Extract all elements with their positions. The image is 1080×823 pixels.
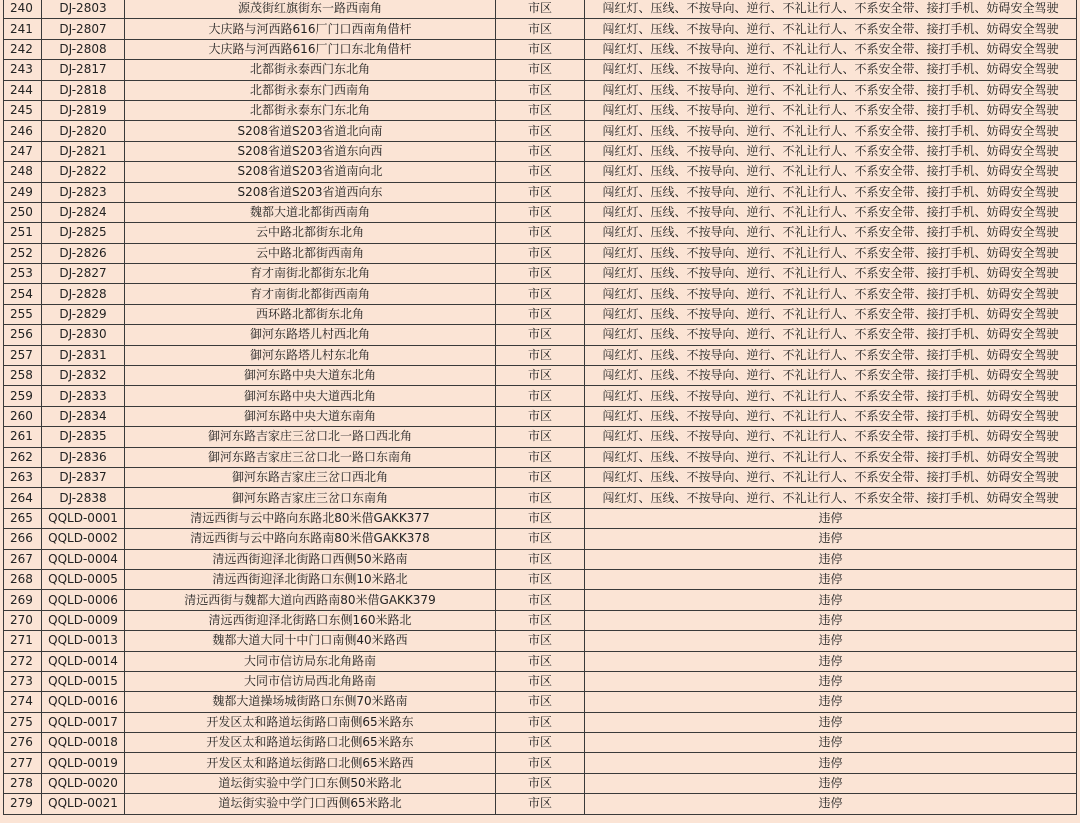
area-cell: 市区	[496, 325, 585, 345]
location-cell: S208省道S203省道西向东	[125, 182, 496, 202]
violation-types-cell: 闯红灯、压线、不按导向、逆行、不礼让行人、不系安全带、接打手机、妨碍安全驾驶	[585, 243, 1077, 263]
location-cell: 清远西街与云中路向东路北80米借GAKK377	[125, 508, 496, 528]
table-row	[4, 0, 1077, 19]
row-number-cell: 275	[4, 712, 42, 732]
area-cell: 市区	[496, 366, 585, 386]
area-cell: 市区	[496, 549, 585, 569]
violation-types-cell: 闯红灯、压线、不按导向、逆行、不礼让行人、不系安全带、接打手机、妨碍安全驾驶	[585, 202, 1077, 222]
location-cell: 清远西街迎泽北街路口西侧50米路南	[125, 549, 496, 569]
location-cell: 云中路北都街西南角	[125, 243, 496, 263]
row-number-cell: 267	[4, 549, 42, 569]
area-cell: 市区	[496, 264, 585, 284]
device-code-cell: QQLD-0019	[42, 753, 125, 773]
row-number-cell: 264	[4, 488, 42, 508]
violation-types-cell: 闯红灯、压线、不按导向、逆行、不礼让行人、不系安全带、接打手机、妨碍安全驾驶	[585, 467, 1077, 487]
device-code-cell: QQLD-0001	[42, 508, 125, 528]
location-cell: 清远西街迎泽北街路口东侧160米路北	[125, 610, 496, 630]
device-code-cell: DJ-2817	[42, 60, 125, 80]
device-code-cell: QQLD-0005	[42, 569, 125, 589]
device-code-cell: DJ-2834	[42, 406, 125, 426]
location-cell: S208省道S203省道南向北	[125, 162, 496, 182]
device-code-cell: DJ-2808	[42, 39, 125, 59]
violation-types-cell: 闯红灯、压线、不按导向、逆行、不礼让行人、不系安全带、接打手机、妨碍安全驾驶	[585, 60, 1077, 80]
device-code-cell: DJ-2819	[42, 100, 125, 120]
location-cell: 魏都大道大同十中门口南侧40米路西	[125, 631, 496, 651]
area-cell: 市区	[496, 529, 585, 549]
area-cell: 市区	[496, 610, 585, 630]
device-code-cell: DJ-2818	[42, 80, 125, 100]
table-row	[4, 223, 1077, 243]
table-row	[4, 202, 1077, 222]
device-code-cell: DJ-2829	[42, 304, 125, 324]
location-cell: 清远西街迎泽北街路口东侧10米路北	[125, 569, 496, 589]
row-number-cell: 251	[4, 223, 42, 243]
device-code-cell: QQLD-0021	[42, 794, 125, 814]
violation-types-cell: 闯红灯、压线、不按导向、逆行、不礼让行人、不系安全带、接打手机、妨碍安全驾驶	[585, 406, 1077, 426]
violation-types-cell: 闯红灯、压线、不按导向、逆行、不礼让行人、不系安全带、接打手机、妨碍安全驾驶	[585, 264, 1077, 284]
table-row	[4, 264, 1077, 284]
location-cell: 魏都大道操场城街路口东侧70米路南	[125, 692, 496, 712]
table-row	[4, 671, 1077, 691]
device-code-cell: QQLD-0013	[42, 631, 125, 651]
area-cell: 市区	[496, 100, 585, 120]
row-number-cell: 273	[4, 671, 42, 691]
device-code-cell: DJ-2831	[42, 345, 125, 365]
area-cell: 市区	[496, 406, 585, 426]
location-cell: 御河东路吉家庄三岔口东南角	[125, 488, 496, 508]
table-row	[4, 60, 1077, 80]
violation-types-cell: 闯红灯、压线、不按导向、逆行、不礼让行人、不系安全带、接打手机、妨碍安全驾驶	[585, 366, 1077, 386]
area-cell: 市区	[496, 467, 585, 487]
violation-types-cell: 违停	[585, 794, 1077, 814]
device-code-cell: QQLD-0018	[42, 733, 125, 753]
violation-types-cell: 违停	[585, 712, 1077, 732]
device-code-cell: DJ-2824	[42, 202, 125, 222]
area-cell: 市区	[496, 590, 585, 610]
device-code-cell: DJ-2826	[42, 243, 125, 263]
area-cell: 市区	[496, 753, 585, 773]
location-cell: S208省道S203省道东向西	[125, 141, 496, 161]
violation-types-cell: 闯红灯、压线、不按导向、逆行、不礼让行人、不系安全带、接打手机、妨碍安全驾驶	[585, 0, 1077, 19]
row-number-cell: 265	[4, 508, 42, 528]
row-number-cell: 248	[4, 162, 42, 182]
location-cell: 魏都大道北都街西南角	[125, 202, 496, 222]
device-code-cell: QQLD-0014	[42, 651, 125, 671]
row-number-cell: 246	[4, 121, 42, 141]
row-number-cell: 252	[4, 243, 42, 263]
area-cell: 市区	[496, 202, 585, 222]
table-row	[4, 284, 1077, 304]
violation-types-cell: 违停	[585, 651, 1077, 671]
violation-types-cell: 违停	[585, 773, 1077, 793]
table-row	[4, 39, 1077, 59]
table-row	[4, 733, 1077, 753]
location-cell: 育才南街北都街西南角	[125, 284, 496, 304]
device-code-cell: DJ-2820	[42, 121, 125, 141]
table-row	[4, 141, 1077, 161]
device-code-cell: DJ-2833	[42, 386, 125, 406]
violation-types-cell: 闯红灯、压线、不按导向、逆行、不礼让行人、不系安全带、接打手机、妨碍安全驾驶	[585, 100, 1077, 120]
area-cell: 市区	[496, 712, 585, 732]
table-row	[4, 406, 1077, 426]
device-code-cell: DJ-2828	[42, 284, 125, 304]
camera-location-table	[3, 0, 1077, 815]
area-cell: 市区	[496, 488, 585, 508]
row-number-cell: 244	[4, 80, 42, 100]
device-code-cell: DJ-2821	[42, 141, 125, 161]
table-row	[4, 243, 1077, 263]
violation-types-cell: 闯红灯、压线、不按导向、逆行、不礼让行人、不系安全带、接打手机、妨碍安全驾驶	[585, 345, 1077, 365]
device-code-cell: DJ-2832	[42, 366, 125, 386]
table-row	[4, 692, 1077, 712]
violation-types-cell: 违停	[585, 529, 1077, 549]
device-code-cell: QQLD-0002	[42, 529, 125, 549]
table-row	[4, 19, 1077, 39]
violation-types-cell: 闯红灯、压线、不按导向、逆行、不礼让行人、不系安全带、接打手机、妨碍安全驾驶	[585, 304, 1077, 324]
violation-types-cell: 闯红灯、压线、不按导向、逆行、不礼让行人、不系安全带、接打手机、妨碍安全驾驶	[585, 223, 1077, 243]
table-row	[4, 610, 1077, 630]
location-cell: 源茂街红旗街东一路西南角	[125, 0, 496, 19]
row-number-cell: 240	[4, 0, 42, 19]
table-row	[4, 366, 1077, 386]
table-row	[4, 345, 1077, 365]
row-number-cell: 247	[4, 141, 42, 161]
row-number-cell: 271	[4, 631, 42, 651]
row-number-cell: 243	[4, 60, 42, 80]
violation-types-cell: 违停	[585, 508, 1077, 528]
area-cell: 市区	[496, 447, 585, 467]
table-row	[4, 529, 1077, 549]
row-number-cell: 262	[4, 447, 42, 467]
device-code-cell: DJ-2807	[42, 19, 125, 39]
row-number-cell: 279	[4, 794, 42, 814]
location-cell: 大同市信访局东北角路南	[125, 651, 496, 671]
violation-types-cell: 闯红灯、压线、不按导向、逆行、不礼让行人、不系安全带、接打手机、妨碍安全驾驶	[585, 19, 1077, 39]
area-cell: 市区	[496, 631, 585, 651]
area-cell: 市区	[496, 182, 585, 202]
area-cell: 市区	[496, 39, 585, 59]
table-row	[4, 467, 1077, 487]
location-cell: 御河东路塔儿村东北角	[125, 345, 496, 365]
device-code-cell: QQLD-0006	[42, 590, 125, 610]
row-number-cell: 245	[4, 100, 42, 120]
location-cell: 北都街永泰西门东北角	[125, 60, 496, 80]
device-code-cell: DJ-2803	[42, 0, 125, 19]
violation-types-cell: 闯红灯、压线、不按导向、逆行、不礼让行人、不系安全带、接打手机、妨碍安全驾驶	[585, 284, 1077, 304]
table-row	[4, 773, 1077, 793]
row-number-cell: 270	[4, 610, 42, 630]
row-number-cell: 254	[4, 284, 42, 304]
table-row	[4, 508, 1077, 528]
location-cell: 御河东路吉家庄三岔口北一路口西北角	[125, 427, 496, 447]
table-row	[4, 651, 1077, 671]
device-code-cell: DJ-2836	[42, 447, 125, 467]
violation-types-cell: 违停	[585, 733, 1077, 753]
table-row	[4, 753, 1077, 773]
violation-types-cell: 违停	[585, 569, 1077, 589]
table-row	[4, 488, 1077, 508]
location-cell: 御河东路塔儿村西北角	[125, 325, 496, 345]
table-row	[4, 427, 1077, 447]
location-cell: 清远西街与魏都大道向西路南80米借GAKK379	[125, 590, 496, 610]
area-cell: 市区	[496, 121, 585, 141]
device-code-cell: DJ-2837	[42, 467, 125, 487]
violation-types-cell: 闯红灯、压线、不按导向、逆行、不礼让行人、不系安全带、接打手机、妨碍安全驾驶	[585, 121, 1077, 141]
device-code-cell: DJ-2838	[42, 488, 125, 508]
violation-types-cell: 闯红灯、压线、不按导向、逆行、不礼让行人、不系安全带、接打手机、妨碍安全驾驶	[585, 39, 1077, 59]
device-code-cell: QQLD-0004	[42, 549, 125, 569]
row-number-cell: 241	[4, 19, 42, 39]
row-number-cell: 272	[4, 651, 42, 671]
table-row	[4, 304, 1077, 324]
device-code-cell: DJ-2835	[42, 427, 125, 447]
location-cell: 开发区太和路道坛街路口北侧65米路东	[125, 733, 496, 753]
row-number-cell: 249	[4, 182, 42, 202]
violation-types-cell: 闯红灯、压线、不按导向、逆行、不礼让行人、不系安全带、接打手机、妨碍安全驾驶	[585, 162, 1077, 182]
row-number-cell: 269	[4, 590, 42, 610]
row-number-cell: 257	[4, 345, 42, 365]
row-number-cell: 242	[4, 39, 42, 59]
row-number-cell: 277	[4, 753, 42, 773]
violation-types-cell: 违停	[585, 692, 1077, 712]
table-row	[4, 794, 1077, 814]
table-row	[4, 590, 1077, 610]
area-cell: 市区	[496, 19, 585, 39]
violation-types-cell: 违停	[585, 549, 1077, 569]
table-row	[4, 325, 1077, 345]
table-row	[4, 569, 1077, 589]
location-cell: 开发区太和路道坛街路口南侧65米路东	[125, 712, 496, 732]
device-code-cell: DJ-2823	[42, 182, 125, 202]
area-cell: 市区	[496, 386, 585, 406]
area-cell: 市区	[496, 284, 585, 304]
row-number-cell: 261	[4, 427, 42, 447]
location-cell: 清远西街与云中路向东路南80米借GAKK378	[125, 529, 496, 549]
area-cell: 市区	[496, 508, 585, 528]
area-cell: 市区	[496, 569, 585, 589]
table-row	[4, 631, 1077, 651]
location-cell: 云中路北都街东北角	[125, 223, 496, 243]
row-number-cell: 260	[4, 406, 42, 426]
area-cell: 市区	[496, 60, 585, 80]
location-cell: 大同市信访局西北角路南	[125, 671, 496, 691]
location-cell: 北都街永泰东门西南角	[125, 80, 496, 100]
table-row	[4, 162, 1077, 182]
location-cell: 御河东路吉家庄三岔口西北角	[125, 467, 496, 487]
table-row	[4, 712, 1077, 732]
violation-types-cell: 违停	[585, 610, 1077, 630]
row-number-cell: 255	[4, 304, 42, 324]
violation-types-cell: 闯红灯、压线、不按导向、逆行、不礼让行人、不系安全带、接打手机、妨碍安全驾驶	[585, 386, 1077, 406]
location-cell: 御河东路中央大道东北角	[125, 366, 496, 386]
table-row	[4, 386, 1077, 406]
location-cell: 开发区太和路道坛街路口北侧65米路西	[125, 753, 496, 773]
violation-types-cell: 违停	[585, 753, 1077, 773]
area-cell: 市区	[496, 733, 585, 753]
row-number-cell: 259	[4, 386, 42, 406]
location-cell: 御河东路中央大道东南角	[125, 406, 496, 426]
area-cell: 市区	[496, 794, 585, 814]
row-number-cell: 263	[4, 467, 42, 487]
area-cell: 市区	[496, 427, 585, 447]
device-code-cell: QQLD-0020	[42, 773, 125, 793]
area-cell: 市区	[496, 671, 585, 691]
device-code-cell: DJ-2830	[42, 325, 125, 345]
table-row	[4, 447, 1077, 467]
row-number-cell: 266	[4, 529, 42, 549]
violation-types-cell: 闯红灯、压线、不按导向、逆行、不礼让行人、不系安全带、接打手机、妨碍安全驾驶	[585, 325, 1077, 345]
row-number-cell: 250	[4, 202, 42, 222]
device-code-cell: QQLD-0016	[42, 692, 125, 712]
row-number-cell: 276	[4, 733, 42, 753]
location-cell: 御河东路中央大道西北角	[125, 386, 496, 406]
location-cell: 大庆路与河西路616厂门口东北角借杆	[125, 39, 496, 59]
violation-types-cell: 闯红灯、压线、不按导向、逆行、不礼让行人、不系安全带、接打手机、妨碍安全驾驶	[585, 447, 1077, 467]
area-cell: 市区	[496, 0, 585, 19]
violation-types-cell: 闯红灯、压线、不按导向、逆行、不礼让行人、不系安全带、接打手机、妨碍安全驾驶	[585, 488, 1077, 508]
violation-types-cell: 闯红灯、压线、不按导向、逆行、不礼让行人、不系安全带、接打手机、妨碍安全驾驶	[585, 80, 1077, 100]
table-row	[4, 121, 1077, 141]
violation-types-cell: 违停	[585, 671, 1077, 691]
row-number-cell: 258	[4, 366, 42, 386]
area-cell: 市区	[496, 141, 585, 161]
location-cell: 御河东路吉家庄三岔口北一路口东南角	[125, 447, 496, 467]
area-cell: 市区	[496, 304, 585, 324]
device-code-cell: DJ-2825	[42, 223, 125, 243]
row-number-cell: 268	[4, 569, 42, 589]
violation-types-cell: 闯红灯、压线、不按导向、逆行、不礼让行人、不系安全带、接打手机、妨碍安全驾驶	[585, 182, 1077, 202]
table-row	[4, 549, 1077, 569]
device-code-cell: QQLD-0015	[42, 671, 125, 691]
table-body	[4, 0, 1077, 814]
location-cell: 北都街永泰东门东北角	[125, 100, 496, 120]
row-number-cell: 274	[4, 692, 42, 712]
area-cell: 市区	[496, 651, 585, 671]
location-cell: 育才南街北都街东北角	[125, 264, 496, 284]
violation-types-cell: 违停	[585, 631, 1077, 651]
table-row	[4, 100, 1077, 120]
area-cell: 市区	[496, 773, 585, 793]
device-code-cell: QQLD-0017	[42, 712, 125, 732]
device-code-cell: DJ-2822	[42, 162, 125, 182]
location-cell: S208省道S203省道北向南	[125, 121, 496, 141]
area-cell: 市区	[496, 243, 585, 263]
location-cell: 道坛街实验中学门口东侧50米路北	[125, 773, 496, 793]
table-row	[4, 80, 1077, 100]
location-cell: 大庆路与河西路616厂门口西南角借杆	[125, 19, 496, 39]
violation-types-cell: 违停	[585, 590, 1077, 610]
area-cell: 市区	[496, 80, 585, 100]
location-cell: 道坛街实验中学门口西侧65米路北	[125, 794, 496, 814]
violation-types-cell: 闯红灯、压线、不按导向、逆行、不礼让行人、不系安全带、接打手机、妨碍安全驾驶	[585, 141, 1077, 161]
row-number-cell: 253	[4, 264, 42, 284]
device-code-cell: QQLD-0009	[42, 610, 125, 630]
row-number-cell: 256	[4, 325, 42, 345]
location-cell: 西环路北都街东北角	[125, 304, 496, 324]
area-cell: 市区	[496, 345, 585, 365]
violation-types-cell: 闯红灯、压线、不按导向、逆行、不礼让行人、不系安全带、接打手机、妨碍安全驾驶	[585, 427, 1077, 447]
row-number-cell: 278	[4, 773, 42, 793]
device-code-cell: DJ-2827	[42, 264, 125, 284]
area-cell: 市区	[496, 692, 585, 712]
table-row	[4, 182, 1077, 202]
area-cell: 市区	[496, 223, 585, 243]
area-cell: 市区	[496, 162, 585, 182]
